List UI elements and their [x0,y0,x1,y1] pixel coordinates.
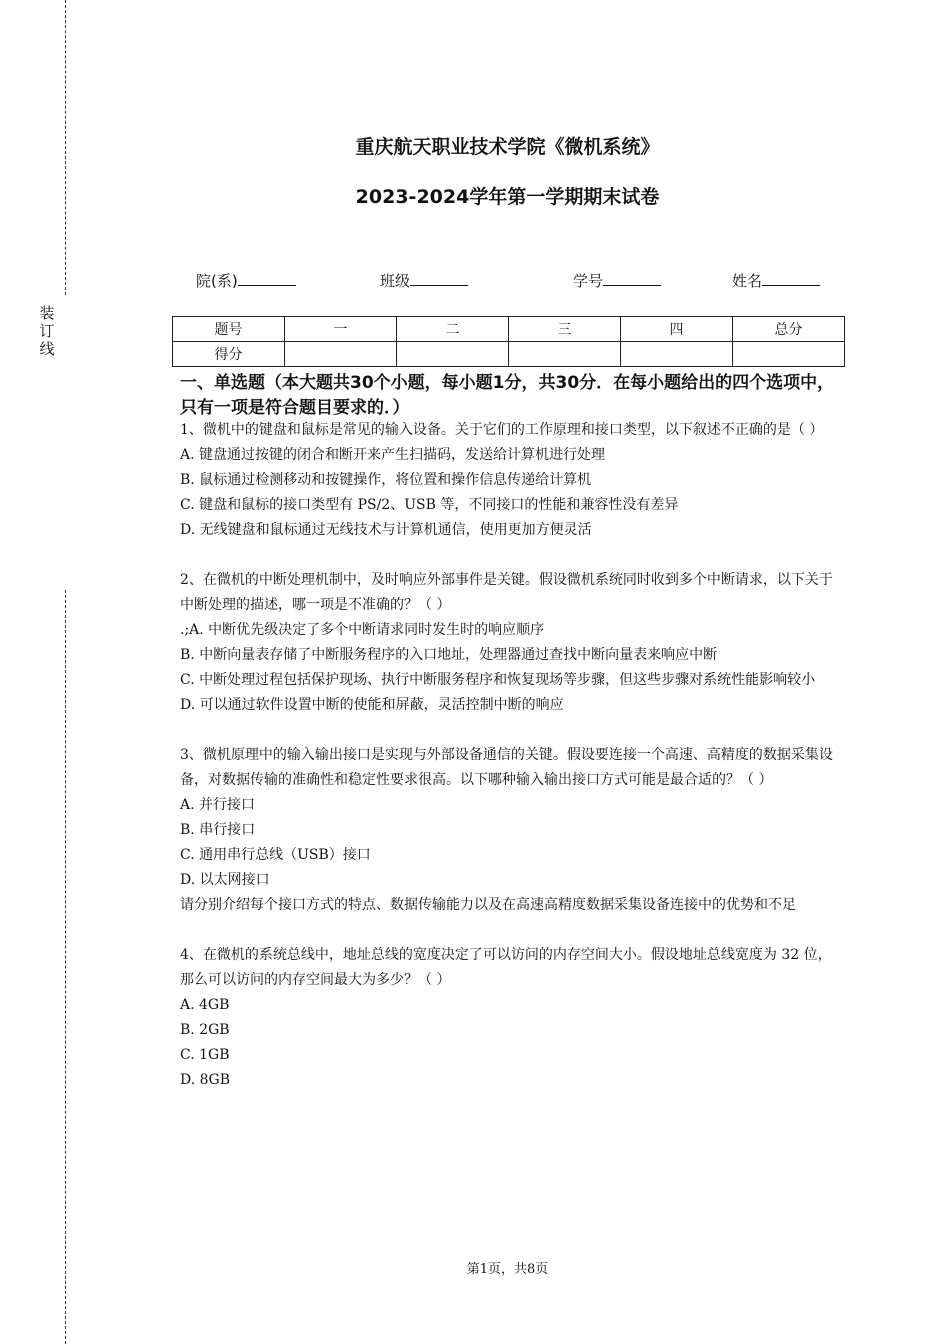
score-cell [509,342,621,367]
exam-title: 重庆航天职业技术学院《微机系统》 [355,136,660,158]
question-option: D. 以太网接口 [180,872,270,888]
college-label: 院(系) [196,272,238,290]
question-3 [180,743,843,918]
name-label: 姓名 [732,272,763,290]
question-stem: 2、在微机的中断处理机制中，及时响应外部事件是关键。假设微机系统同时收到多个中断请求，以下关于中断处理的描述，哪一项是不准确的？（ ） [180,572,833,613]
score-header-cell: 二 [397,317,509,342]
score-header-cell: 题号 [173,317,285,342]
question-2 [180,568,843,718]
question-stem: 4、在微机的系统总线中，地址总线的宽度决定了可以访问的内存空间大小。假设地址总线宽度为 32 位，那么可以访问的内存空间最大为多少？（ ） [180,947,832,988]
question-option: .;A. 中断优先级决定了多个中断请求同时发生时的响应顺序 [180,622,545,638]
question-1 [180,418,843,543]
question-option: C. 1GB [180,1047,230,1063]
question-option: A. 并行接口 [180,797,256,813]
question-option: B. 鼠标通过检测移动和按键操作，将位置和操作信息传递给计算机 [180,472,592,488]
score-table-header-row [173,317,845,342]
score-cell [397,342,509,367]
college-blank [238,271,296,286]
score-table-score-row [173,342,845,367]
question-stem: 1、微机中的键盘和鼠标是常见的输入设备。关于它们的工作原理和接口类型，以下叙述不正确的是（ ） [180,422,824,438]
class-field [380,270,468,291]
student-id-label: 学号 [573,272,604,290]
question-option: C. 键盘和鼠标的接口类型有 PS/2、USB 等，不同接口的性能和兼容性没有差异 [180,497,679,513]
question-option: D. 无线键盘和鼠标通过无线技术与计算机通信，使用更加方便灵活 [180,522,592,538]
question-option: D. 8GB [180,1072,231,1088]
question-extra-note: 请分别介绍每个接口方式的特点、数据传输能力以及在高速高精度数据采集设备连接中的优势和不足 [180,897,796,913]
question-stem: 3、微机原理中的输入输出接口是实现与外部设备通信的关键。假设要连接一个高速、高精度的数据采集设备，对数据传输的准确性和稳定性要求很高。以下哪种输入输出接口方式可能是最合适的？（ ） [180,747,833,788]
question-option: B. 中断向量表存储了中断服务程序的入口地址，处理器通过查找中断向量表来响应中断 [180,647,718,663]
page-footer: 第1页，共8页 [466,1262,549,1277]
question-option: C. 通用串行总线（USB）接口 [180,847,371,863]
score-cell [621,342,733,367]
college-field [196,270,296,291]
class-label: 班级 [380,272,411,290]
name-blank [762,271,820,286]
question-4 [180,943,843,1093]
score-cell [733,342,845,367]
student-id-blank [603,271,661,286]
question-list [180,418,843,1093]
name-field [732,270,820,291]
student-id-field [573,270,661,291]
binding-line-bottom [65,590,66,1344]
score-table [172,316,845,367]
score-header-cell: 总分 [733,317,845,342]
score-header-cell: 四 [621,317,733,342]
score-header-cell: 三 [509,317,621,342]
exam-subtitle: 2023-2024学年第一学期期末试卷 [355,186,660,208]
score-header-cell: 一 [285,317,397,342]
question-option: B. 2GB [180,1022,230,1038]
question-option: A. 键盘通过按键的闭合和断开来产生扫描码，发送给计算机进行处理 [180,447,606,463]
class-blank [410,271,468,286]
score-row-label: 得分 [173,342,285,367]
section-title: 一、单选题（本大题共30个小题，每小题1分，共30分．在每小题给出的四个选项中，只有一项是符合题目要求的．） [180,373,835,418]
question-option: B. 串行接口 [180,822,256,838]
question-option: D. 可以通过软件设置中断的使能和屏蔽，灵活控制中断的响应 [180,697,564,713]
question-option: A. 4GB [180,997,230,1013]
score-cell [285,342,397,367]
question-option: C. 中断处理过程包括保护现场、执行中断服务程序和恢复现场等步骤，但这些步骤对系统性能影响较小 [180,672,816,688]
binding-label: 装订线 [39,304,55,358]
